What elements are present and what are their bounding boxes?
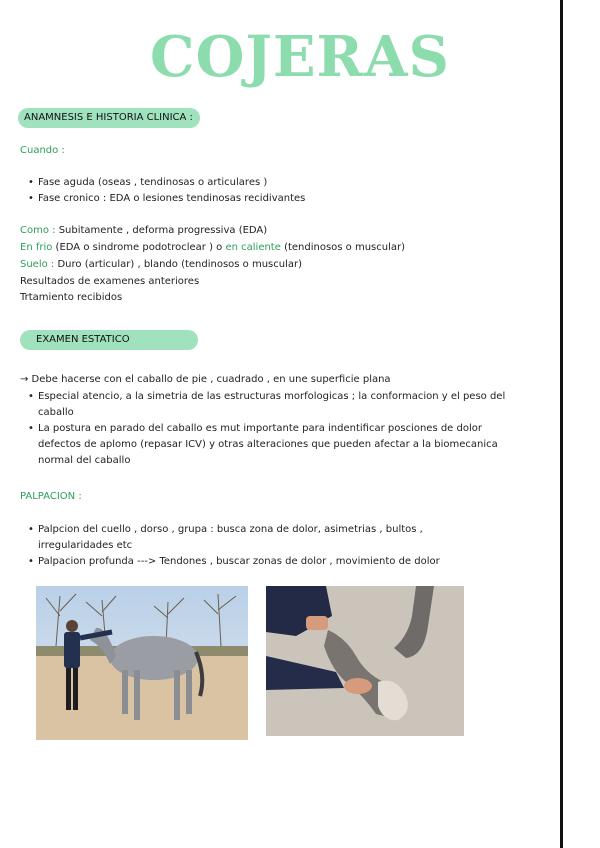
page-title: COJERAS [150, 24, 450, 90]
list-item: • Fase aguda (oseas , tendinosas o articulares ) [22, 175, 522, 191]
examen-intro: → Debe hacerse con el caballo de pie , cuadrado , en une superficie plana [20, 374, 391, 385]
section-heading-anamnesis: ANAMNESIS E HISTORIA CLINICA : [18, 108, 200, 128]
suelo-line [20, 257, 302, 273]
palpacion-list [22, 522, 492, 570]
suelo-text: Duro (articular) , blando (tendinosos o muscular) [54, 259, 303, 270]
frio-line [20, 240, 405, 256]
caliente-text: (tendinosos o muscular) [280, 242, 406, 253]
tratamiento-line: Trtamiento recibidos [20, 292, 123, 303]
como-text: Subitamente , deforma progressiva (EDA) [55, 225, 268, 236]
section-heading-palpacion: PALPACION : [20, 491, 82, 502]
como-line [20, 223, 267, 239]
list-item: • La postura en parado del caballo es mut importante para indentificar posciones de dolor defectos de aplomo (repasar ICV) y otras alteraciones que pueden afectar a la biomecanica normal del caballo [22, 421, 512, 469]
horse-photo [36, 586, 248, 740]
list-item: • Especial atencio, a la simetria de las estructuras morfologicas ; la conformacion y el peso del caballo [22, 389, 512, 421]
examen-list [22, 389, 512, 469]
list-item: • Palpacion profunda ---> Tendones , buscar zonas de dolor , movimiento de dolor [22, 554, 492, 570]
cuando-label: Cuando : [20, 145, 65, 156]
suelo-label: Suelo : [20, 259, 55, 270]
resultados-line: Resultados de examenes anteriores [20, 276, 200, 287]
right-border-line [560, 0, 563, 848]
cuando-list [22, 175, 522, 207]
caliente-label: en caliente [225, 242, 281, 253]
frio-text: (EDA o sindrome podotroclear ) o [52, 242, 226, 253]
como-label: Como : [20, 225, 56, 236]
hoof-palpation-photo [266, 586, 464, 736]
list-item: • Palpcion del cuello , dorso , grupa : busca zona de dolor, asimetrias , bultos , irregularidades etc [22, 522, 492, 554]
frio-label: En frio [20, 242, 53, 253]
list-item: • Fase cronico : EDA o lesiones tendinosas recidivantes [22, 191, 522, 207]
section-heading-examen: EXAMEN ESTATICO [20, 330, 198, 350]
